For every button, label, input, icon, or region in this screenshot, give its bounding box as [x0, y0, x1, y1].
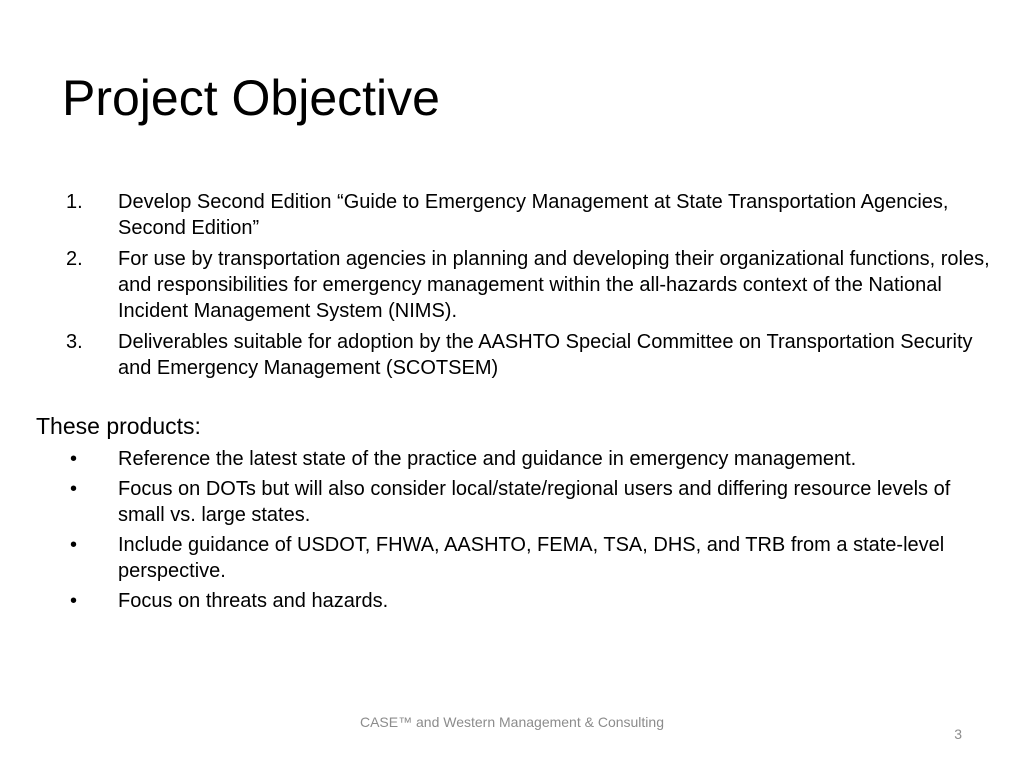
bullet-marker: • — [70, 590, 78, 612]
objective-text: For use by transportation agencies in planning and developing their organizational functions, roles, and responsibilities for emergency management within the all-hazards context of the National Incident Management System (NIMS). — [118, 248, 990, 322]
objective-item — [66, 189, 996, 241]
product-text: Focus on DOTs but will also consider local/state/regional users and differing resource levels of small vs. large states. — [118, 478, 951, 526]
objective-text: Develop Second Edition “Guide to Emergency Management at State Transportation Agencies, Second Edition” — [118, 191, 949, 239]
bullet-marker: • — [70, 478, 78, 500]
objectives-list — [66, 189, 996, 386]
product-text: Reference the latest state of the practice and guidance in emergency management. — [118, 448, 857, 470]
slide-title: Project Objective — [62, 70, 440, 126]
objective-item — [66, 329, 996, 381]
product-item — [66, 532, 996, 584]
list-number: 3. — [66, 331, 83, 353]
products-heading: These products: — [36, 413, 201, 439]
list-number: 1. — [66, 191, 83, 213]
page-number: 3 — [954, 726, 962, 742]
bullet-marker: • — [70, 448, 78, 470]
objective-item — [66, 246, 996, 324]
bullet-marker: • — [70, 534, 78, 556]
slide-footer: CASE™ and Western Management & Consulting — [359, 714, 664, 730]
product-text: Include guidance of USDOT, FHWA, AASHTO, FEMA, TSA, DHS, and TRB from a state-level perspective. — [118, 534, 945, 582]
product-text: Focus on threats and hazards. — [118, 590, 389, 612]
product-item — [66, 446, 996, 472]
product-item — [66, 476, 996, 528]
products-list — [66, 446, 996, 618]
product-item — [66, 588, 996, 614]
objective-text: Deliverables suitable for adoption by the AASHTO Special Committee on Transportation Security and Emergency Management (SCOTSEM) — [118, 331, 973, 379]
list-number: 2. — [66, 248, 83, 270]
